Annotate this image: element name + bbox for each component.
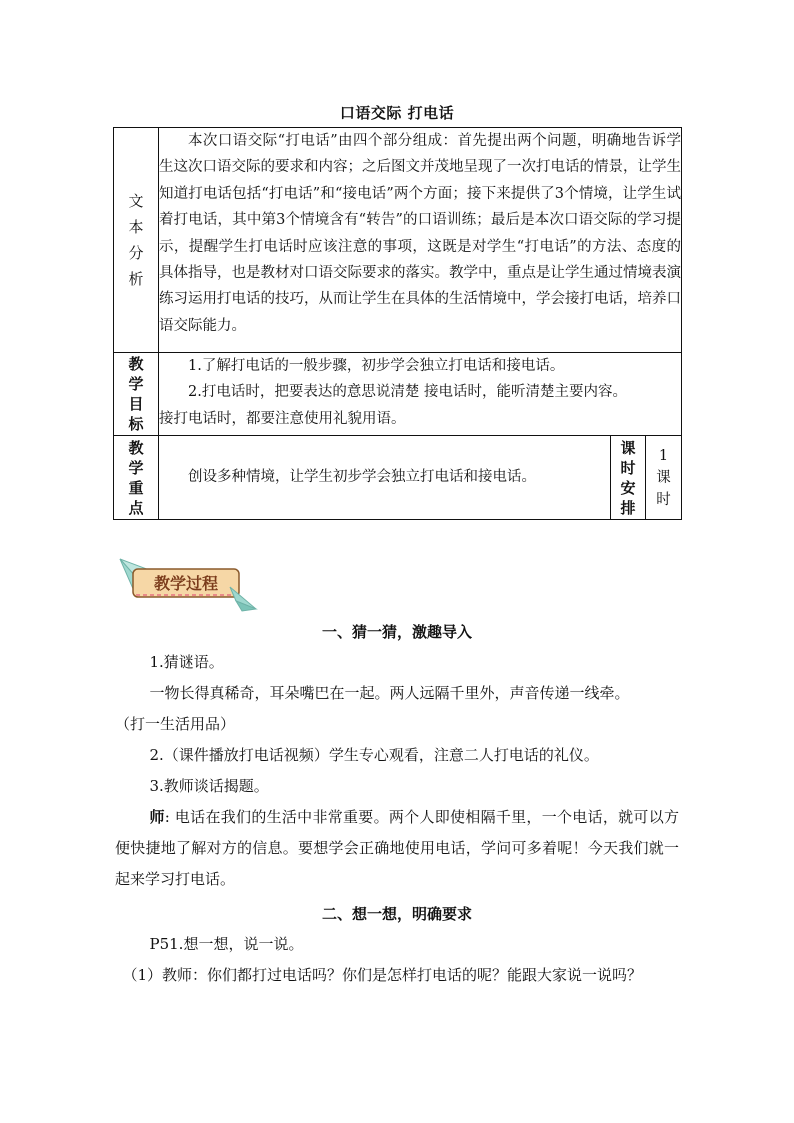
label-char: 教 bbox=[128, 355, 144, 373]
section-1-body bbox=[115, 647, 679, 895]
goal-line-1: 1.了解打电话的一般步骤，初步学会独立打电话和接电话。 bbox=[188, 358, 565, 374]
label-char: 重 bbox=[128, 478, 144, 497]
label-char: 安 bbox=[620, 478, 636, 497]
teaching-goals-label bbox=[114, 353, 159, 436]
key-points-text: 创设多种情境，让学生初步学会独立打电话和接电话。 bbox=[188, 469, 536, 486]
text-analysis-content bbox=[159, 128, 682, 353]
section-2-item-2: （1）教师：你们都打过电话吗？你们是怎样打电话的呢？能跟大家说一说吗？ bbox=[122, 966, 643, 984]
section-2-body bbox=[115, 929, 679, 991]
teacher-lead: 师 bbox=[149, 808, 165, 826]
label-char: 目 bbox=[128, 395, 144, 413]
class-hours-value bbox=[646, 436, 682, 520]
label-char: 课 bbox=[620, 438, 636, 457]
hours-char: 1 bbox=[658, 447, 669, 464]
section-1-item-1: 1.猜谜语。 bbox=[149, 653, 224, 671]
label-char: 学 bbox=[128, 458, 144, 477]
teacher-speech-text: : 电话在我们的生活中非常重要。两个人即使相隔千里，一个电话，就可以方便快捷地了解对方的信息。要想学会正确地使用电话，学问可多着呢！今天我们就一起来学习打电话。 bbox=[115, 808, 679, 888]
table-row-key-points bbox=[114, 436, 682, 520]
section-1-item-3: 3.教师谈话揭题。 bbox=[149, 777, 269, 795]
label-char: 析 bbox=[128, 270, 144, 288]
label-char: 点 bbox=[128, 498, 144, 517]
label-char: 分 bbox=[128, 244, 144, 262]
label-char: 排 bbox=[620, 498, 636, 517]
label-char: 标 bbox=[128, 415, 144, 433]
table-row-teaching-goals bbox=[114, 353, 682, 436]
goal-line-2: 2.打电话时，把要表达的意思说清楚 接电话时，能听清楚主要内容。 bbox=[188, 384, 627, 401]
key-points-content bbox=[159, 436, 611, 520]
page-title: 口语交际 打电话 bbox=[339, 104, 455, 122]
riddle-text: 一物长得真稀奇，耳朵嘴巴在一起。两人远隔千里外，声音传递一线牵。 bbox=[149, 684, 630, 702]
label-char: 学 bbox=[128, 375, 144, 393]
teaching-goals-content bbox=[159, 353, 682, 436]
riddle-answer-hint: （打一生活用品） bbox=[115, 715, 236, 733]
teaching-process-badge bbox=[118, 557, 258, 613]
hours-char: 时 bbox=[656, 491, 671, 508]
section-1-item-2: 2.（课件播放打电话视频）学生专心观看，注意二人打电话的礼仪。 bbox=[149, 746, 599, 764]
lesson-info-table bbox=[113, 127, 682, 520]
section-2-heading: 二、想一想，明确要求 bbox=[321, 905, 472, 923]
badge-label: 教学过程 bbox=[153, 574, 219, 593]
table-row-text-analysis bbox=[114, 128, 682, 353]
text-analysis-paragraph: 本次口语交际“打电话”由四个部分组成：首先提出两个问题，明确地告诉学生这次口语交际的要求和内容；之后图文并茂地呈现了一次打电话的情景，让学生知道打电话包括“打电话”和“接电话”两个方面；接下来提供了3个情境，让学生试着打电话，其中第3个情境含有“转告”的口语训练；最后是本次口语交际的学习提示，提醒学生打电话时应该注意的事项，这既是对学生“打电话”的方法、态度的具体指导，也是教材对口语交际要求的落实。教学中，重点是让学生通过情境表演练习运用打电话的技巧，从而让学生在具体的生活情境中，学会接打电话，培养口语交际能力。 bbox=[159, 133, 681, 334]
teacher-speech bbox=[115, 802, 679, 895]
key-points-label bbox=[114, 436, 159, 520]
class-hours-label bbox=[611, 436, 646, 520]
section-1-heading: 一、猜一猜，激趣导入 bbox=[321, 623, 472, 641]
goal-line-3: 接打电话时，都要注意使用礼貌用语。 bbox=[159, 410, 406, 427]
hours-char: 课 bbox=[656, 469, 671, 486]
label-char: 本 bbox=[128, 218, 144, 236]
label-char: 教 bbox=[128, 438, 144, 457]
section-2-item-1: P51.想一想，说一说。 bbox=[149, 935, 304, 953]
paper-plane-icon bbox=[118, 557, 258, 613]
label-char: 文 bbox=[128, 192, 144, 210]
text-analysis-label bbox=[114, 128, 159, 353]
label-char: 时 bbox=[620, 458, 636, 477]
